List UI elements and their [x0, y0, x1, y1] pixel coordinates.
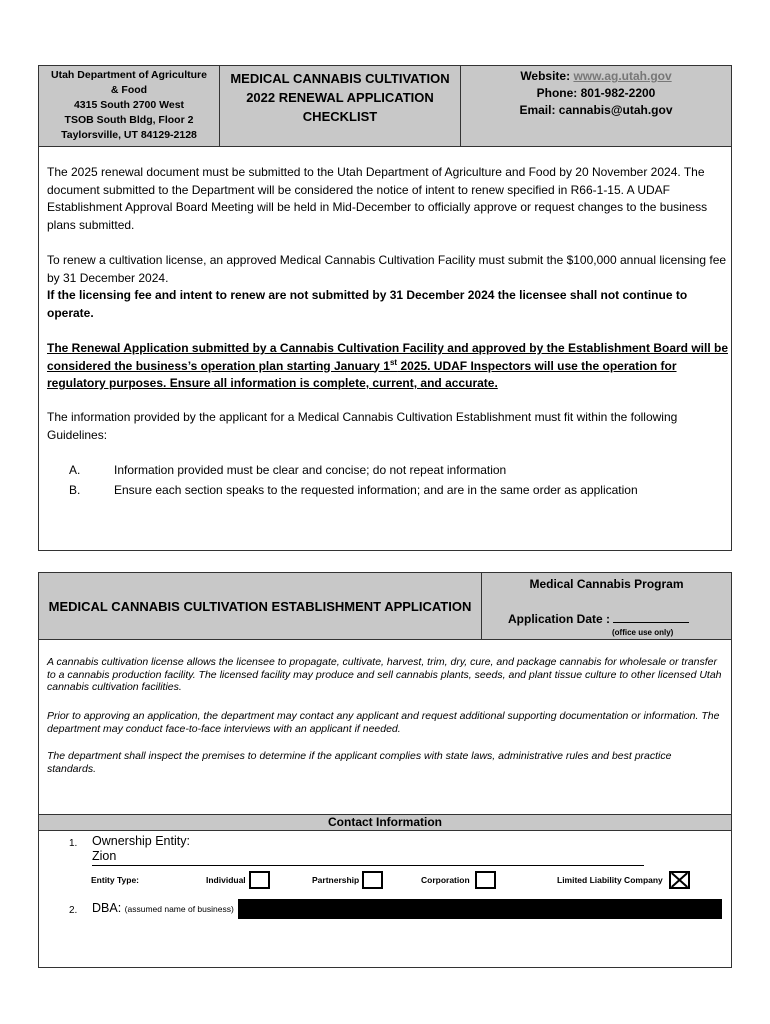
ownership-entity-underline — [92, 865, 644, 866]
licensing-fee-paragraph — [47, 252, 727, 322]
entity-corporation-checkbox[interactable] — [475, 871, 496, 889]
application-title: MEDICAL CANNABIS CULTIVATION ESTABLISHMENT APPLICATION — [39, 573, 482, 639]
contact-details — [461, 66, 731, 146]
agency-address — [39, 66, 220, 146]
list-item — [69, 482, 709, 502]
entity-partnership-label: Partnership — [312, 875, 360, 885]
program-name: Medical Cannabis Program — [529, 577, 684, 591]
question-number: 2. — [69, 905, 78, 916]
ordinal-suffix: st — [389, 357, 398, 367]
entity-corporation-label: Corporation — [421, 875, 470, 885]
entity-individual-label: Individual — [206, 875, 246, 885]
entity-partnership-checkbox[interactable] — [362, 871, 383, 889]
title-line-2: 2022 RENEWAL APPLICATION — [246, 90, 434, 105]
application-date-field[interactable] — [613, 611, 689, 623]
license-description: A cannabis cultivation license allows the licensee to propagate, cultivate, harvest, trim, dry, cure, and package cannabis for wholesale or transfer to a cannabis production facility. The licensed facility may produce and sell cannabis plants, seeds, and plant tissue culture to other licensed Utah cannabis cultivation facilities. — [47, 656, 722, 693]
title-line-1: MEDICAL CANNABIS CULTIVATION — [230, 71, 450, 86]
list-item-text: Ensure each section speaks to the requested information; and are in the same order as application — [114, 483, 638, 497]
dba-label-text: DBA: — [92, 901, 125, 915]
interview-notice: Prior to approving an application, the department may contact any applicant and request additional supporting documentation or information. The department may conduct face-to-face interviews with an applicant if needed. — [47, 710, 720, 735]
entity-individual-checkbox[interactable] — [249, 871, 270, 889]
renewal-checklist-section — [38, 65, 732, 551]
phone-number: Phone: 801-982-2200 — [536, 86, 656, 100]
dba-sublabel: (assumed name of business) — [124, 904, 234, 914]
ownership-entity-label: Ownership Entity: — [92, 834, 190, 848]
application-section — [38, 572, 732, 968]
question-number: 1. — [69, 838, 78, 849]
application-date — [508, 611, 689, 626]
entity-llc-checkbox[interactable] — [669, 871, 690, 889]
licensing-fee-text: To renew a cultivation license, an approved Medical Cannabis Cultivation Facility must submit the $100,000 annual licensing fee by 31 December 2024. — [47, 253, 727, 285]
redacted-dba-field[interactable] — [238, 899, 722, 919]
title-line-3: CHECKLIST — [302, 109, 378, 124]
application-header — [39, 573, 731, 640]
operation-plan-text-a: The Renewal Application submitted by a Cannabis Cultivation Facility and approved by the Establishment Board will be considered the business’s operation plan starting January 1 — [47, 341, 728, 373]
checklist-header — [39, 66, 731, 147]
website-link[interactable]: www.ag.utah.gov — [573, 69, 672, 83]
list-marker: A. — [69, 463, 81, 477]
inspection-notice: The department shall inspect the premises to determine if the applicant complies with state laws, administrative rules and best practice standards. — [47, 750, 672, 775]
program-info — [482, 573, 731, 639]
website-label: Website: — [520, 69, 574, 83]
contact-information-header: Contact Information — [39, 814, 731, 831]
building-address: TSOB South Bldg, Floor 2 — [64, 114, 194, 126]
city-state-zip: Taylorsville, UT 84129-2128 — [61, 129, 197, 141]
application-date-label: Application Date : — [508, 612, 614, 626]
email-address: Email: cannabis@utah.gov — [519, 103, 673, 117]
operation-plan-text-b: 2025. UDAF Inspectors will use the operation for regulatory purposes. Ensure all information is complete, current, and accurate. — [47, 358, 677, 390]
list-item-text: Information provided must be clear and concise; do not repeat information — [114, 463, 507, 477]
agency-name: Utah Department of Agriculture — [51, 69, 207, 81]
ownership-entity-value[interactable]: Zion — [92, 849, 117, 863]
guidelines-list — [69, 462, 709, 502]
list-item — [69, 462, 709, 482]
list-marker: B. — [69, 483, 81, 497]
guidelines-intro: The information provided by the applicant for a Medical Cannabis Cultivation Establishment must fit within the following Guidelines: — [47, 410, 678, 442]
operation-plan-notice — [47, 340, 733, 393]
entity-llc-label: Limited Liability Company — [557, 875, 663, 885]
dba-label — [92, 901, 234, 915]
street-address: 4315 South 2700 West — [73, 99, 185, 111]
office-use-note: (office use only) — [612, 628, 674, 637]
submission-deadline-paragraph: The 2025 renewal document must be submitted to the Utah Department of Agriculture and Food by 20 November 2024. The document submitted to the Department will be considered the notice of intent to renew specified in R66-1-15. A UDAF Establishment Approval Board Meeting will be held in Mid-December to officially approve or request changes to the business plans submitted. — [47, 165, 708, 232]
licensing-fee-warning: If the licensing fee and intent to renew are not submitted by 31 December 2024 the licensee shall not continue to operate. — [47, 288, 688, 320]
entity-type-label: Entity Type: — [91, 875, 140, 885]
agency-name-cont: & Food — [110, 84, 148, 96]
document-title — [220, 66, 461, 146]
